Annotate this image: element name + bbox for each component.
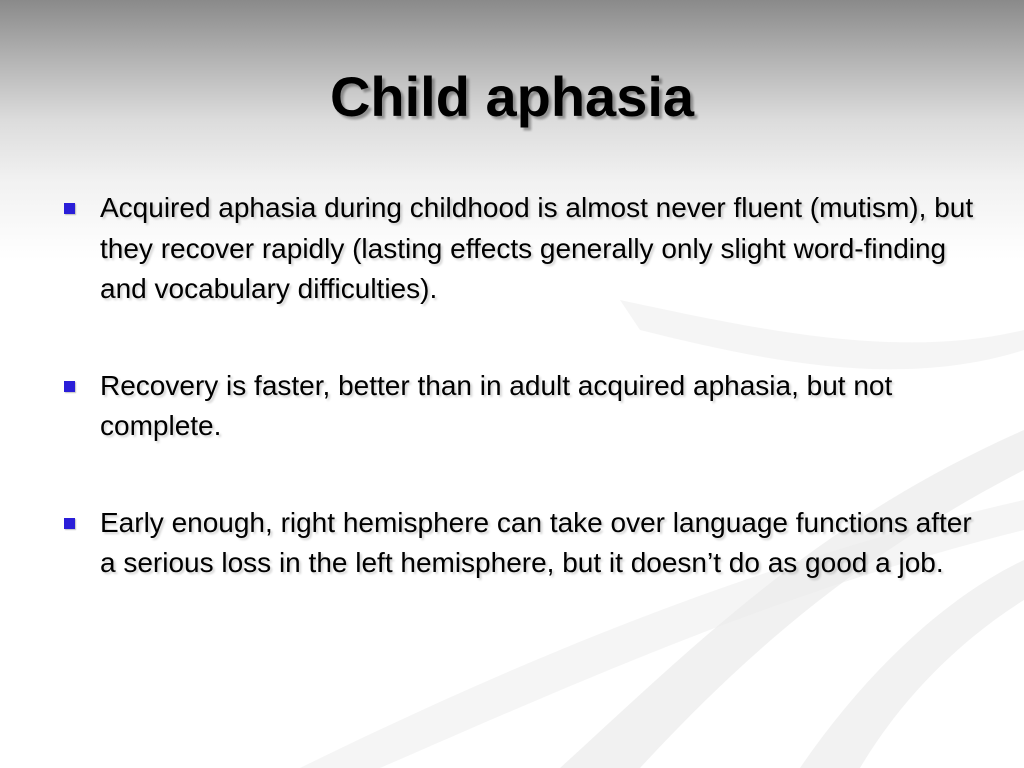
slide-title: Child aphasia — [329, 65, 695, 128]
bullet-text: Acquired aphasia during childhood is almost never fluent (mutism), but they recover rapidly (lasting effects generally only slight word-finding and vocabulary difficulties). — [100, 192, 974, 304]
square-bullet-icon — [64, 203, 75, 214]
swoosh-band-4 — [800, 560, 1024, 768]
bullet-text: Recovery is faster, better than in adult acquired aphasia, but not complete. — [100, 369, 893, 441]
square-bullet-icon — [64, 518, 75, 529]
bullet-item — [60, 366, 980, 447]
bullet-item — [60, 503, 980, 584]
bullet-item — [60, 188, 980, 310]
square-bullet-icon — [64, 381, 75, 392]
bullet-list — [60, 188, 980, 584]
bullet-text: Early enough, right hemisphere can take over language functions after a serious loss in the left hemisphere, but it doesn’t do as good a job. — [100, 506, 972, 578]
